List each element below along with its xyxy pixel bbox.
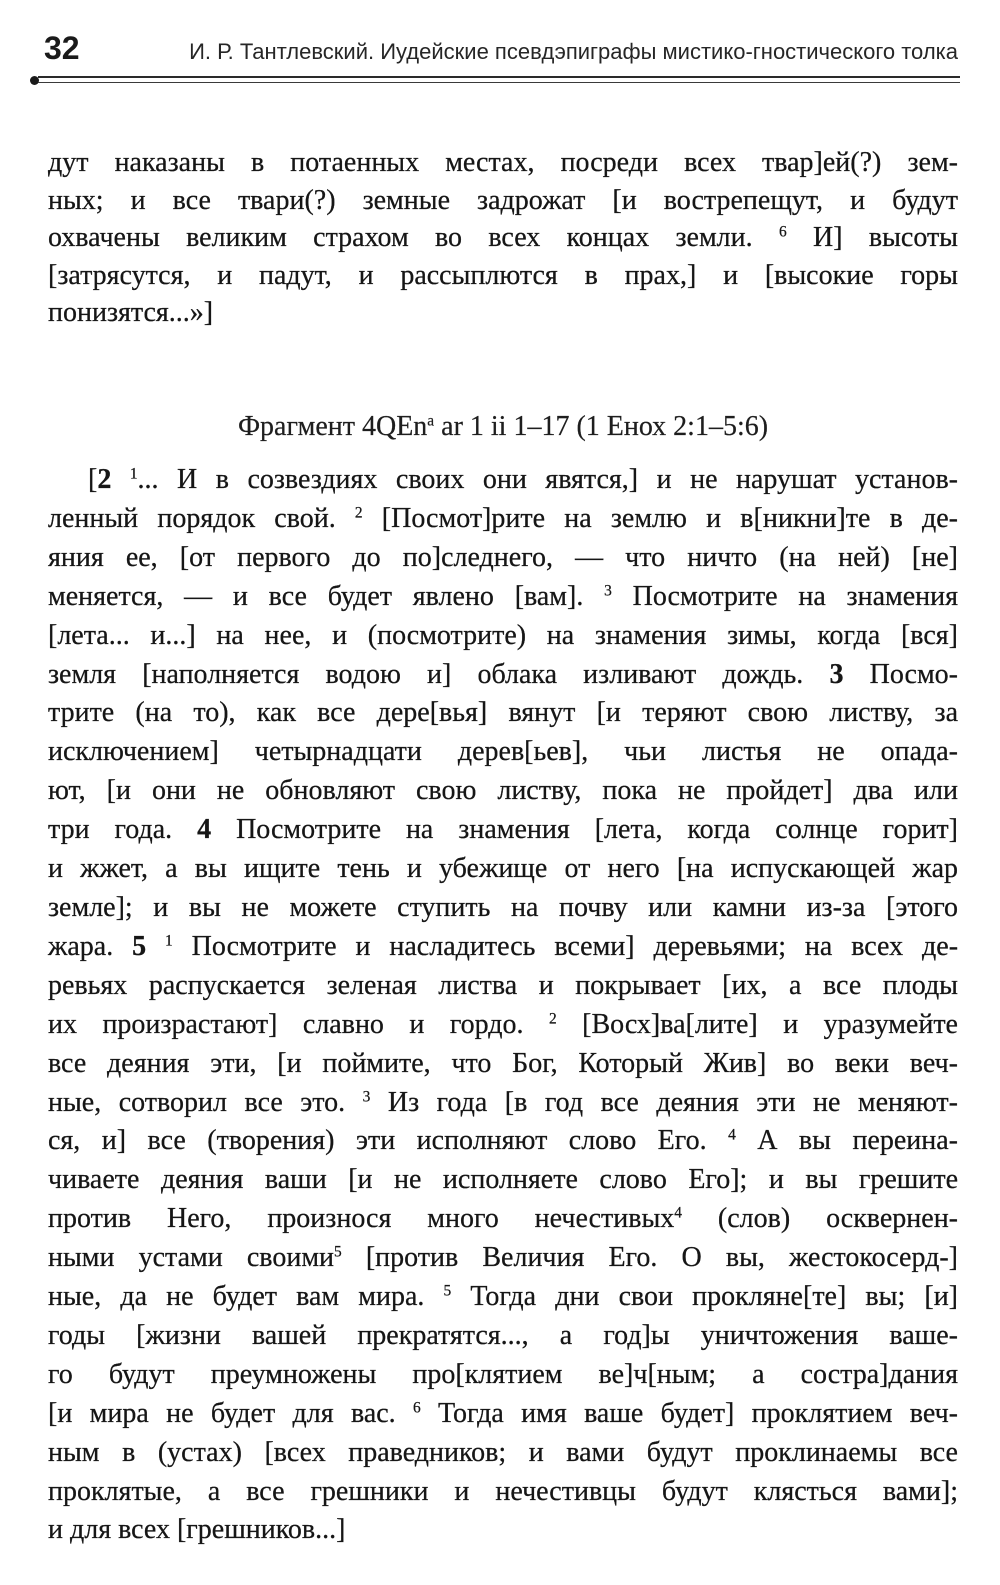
- text-run: чиваете деяния ваши [и не исполняете слово Его]; и вы грешите: [48, 1164, 958, 1196]
- text-run: [лета... и...] на нее, и (посмотрите) на знамения зимы, когда [вся]: [48, 619, 958, 651]
- text-run: Фрагмент 4QEn: [237, 411, 428, 442]
- chapter-number: 5: [132, 930, 147, 962]
- text-run: [111, 464, 130, 495]
- text-run: и жжет, а вы ищите тень и убежище от него [на испускающей жар: [48, 853, 958, 885]
- text-run: проклятые, а все грешники и нечестивцы будут клясться вами];: [48, 1475, 958, 1507]
- text-run: ся, и] все (творения) эти исполняют слово Его.: [48, 1125, 729, 1157]
- text-run: ные, да не будет вам мира.: [48, 1281, 444, 1313]
- header-rule-thin: [38, 82, 960, 83]
- chapter-number: 2: [97, 464, 112, 495]
- superscript-number: 4: [674, 1204, 682, 1222]
- text-run: годы [жизни вашей прекратятся..., а год]ы уничтожения ваше-: [48, 1319, 958, 1351]
- superscript-number: 1: [129, 465, 138, 483]
- text-run: [: [88, 464, 98, 495]
- text-line: [48, 1122, 958, 1161]
- text-line: [48, 1434, 958, 1473]
- text-run: трите (на то), как все дере[вья] вянут [и теряют свою листву, за: [48, 697, 958, 729]
- superscript-number: 1: [165, 932, 173, 950]
- text-line: [48, 1161, 958, 1200]
- text-run: яния ее, [от первого до по]следнего, — что ничто (на ней) [не]: [48, 541, 958, 573]
- text-line: [48, 1200, 958, 1239]
- text-run: [и мира не будет для вас.: [48, 1397, 414, 1429]
- text-run: [146, 931, 165, 962]
- superscript-number: a: [427, 412, 435, 430]
- text-line: [48, 144, 958, 182]
- text-line: [48, 772, 958, 811]
- text-run: [затрясутся, и падут, и рассыплются в прах,] и [высокие горы: [48, 259, 958, 291]
- text-run: их произрастают] славно и гордо.: [48, 1008, 549, 1040]
- text-run: Посмо-: [843, 658, 959, 690]
- text-line: [48, 1278, 958, 1317]
- text-run: понизятся...»]: [48, 297, 214, 328]
- text-run: Посмотрите и насладитесь всеми] деревьями; на всех де-: [172, 930, 959, 962]
- text-line: [48, 182, 958, 220]
- running-title: И. Р. Тантлевский. Иудейские псевдэпиграфы мистико-гностического толка: [189, 39, 958, 64]
- superscript-number: 2: [354, 504, 363, 522]
- text-line: [48, 850, 958, 889]
- text-line: [48, 500, 958, 539]
- text-line: [48, 539, 958, 578]
- text-line: [48, 461, 958, 500]
- text-run: И] высоты: [786, 222, 958, 253]
- text-run: ные, сотворил все это.: [48, 1086, 363, 1118]
- header-rule-thick: [38, 76, 960, 78]
- fragment-heading: [48, 407, 958, 447]
- text-run: против Него, произнося много нечестивых: [48, 1203, 675, 1235]
- paragraph-continued: [48, 144, 958, 332]
- text-line: [48, 656, 958, 695]
- text-run: меняется, — и все будет явлено [вам].: [48, 580, 605, 612]
- superscript-number: 2: [548, 1010, 557, 1028]
- text-line: [48, 294, 958, 332]
- text-line: [48, 617, 958, 656]
- text-line: [48, 1473, 958, 1512]
- text-run: Тогда дни свои прокляне[те] вы; [и]: [451, 1281, 958, 1313]
- text-run: исключением] четырнадцати дерев[ьев], чьи листья не опада-: [48, 736, 958, 768]
- superscript-number: 3: [362, 1087, 371, 1105]
- text-run: ленный порядок свой.: [48, 502, 355, 534]
- text-run: А вы переина-: [735, 1125, 958, 1157]
- chapter-number: 3: [829, 658, 844, 690]
- text-line: [48, 1395, 958, 1434]
- text-run: земле]; и вы не можете ступить на почву или камни из-за [этого: [48, 891, 958, 923]
- text-line: [48, 257, 958, 295]
- text-run: ar 1 ii 1–17 (1 Енох 2:1–5:6): [434, 411, 769, 442]
- text-line: [48, 733, 958, 772]
- page-header: [44, 30, 958, 70]
- text-line: [48, 889, 958, 928]
- text-run: [Посмот]рите на землю и в[никни]те в де-: [362, 502, 958, 534]
- text-line: [48, 811, 958, 850]
- text-run: ными устами своими: [48, 1242, 335, 1274]
- text-run: дут наказаны в потаенных местах, посреди всех твар]ей(?) зем-: [48, 147, 958, 178]
- superscript-number: 6: [413, 1399, 421, 1417]
- text-run: Посмотрите на знамения: [611, 580, 958, 612]
- text-line: [48, 1317, 958, 1356]
- superscript-number: 5: [334, 1243, 342, 1261]
- text-run: го будут преумножены про[клятием ве]ч[ным; а состра]дания: [48, 1358, 958, 1390]
- text-line: [48, 1511, 958, 1550]
- fragment-text: [48, 461, 958, 1550]
- text-line: [48, 1356, 958, 1395]
- text-run: [против Величия Его. О вы, жестокосерд-]: [341, 1242, 959, 1274]
- text-line: [48, 1006, 958, 1045]
- text-line: [48, 219, 958, 257]
- text-run: ют, [и они не обновляют свою листву, пока не пройдет] два или: [48, 775, 958, 807]
- text-line: [48, 1084, 958, 1123]
- text-run: ... И в созвездиях своих они явятся,] и не нарушат установ-: [137, 464, 958, 495]
- text-run: (слов) осквернен-: [681, 1203, 958, 1235]
- text-run: охвачены великим страхом во всех концах земли.: [48, 222, 779, 253]
- text-run: Тогда имя ваше будет] проклятием веч-: [420, 1397, 959, 1429]
- text-run: все деяния эти, [и поймите, что Бог, Который Жив] во веки веч-: [48, 1047, 958, 1079]
- superscript-number: 6: [778, 223, 787, 241]
- text-run: Из года [в год все деяния эти не меняют-: [370, 1086, 958, 1118]
- text-run: земля [наполняется водою и] облака изливают дождь.: [48, 658, 830, 690]
- text-line: [48, 694, 958, 733]
- text-line: [48, 1045, 958, 1084]
- superscript-number: 4: [728, 1126, 736, 1144]
- text-run: жара.: [48, 930, 133, 962]
- text-run: [Восх]ва[лите] и уразумейте: [556, 1008, 958, 1040]
- chapter-number: 4: [197, 814, 212, 846]
- text-run: ных; и все твари(?) земные задрожат [и вострепещут, и будут: [48, 184, 958, 216]
- superscript-number: 5: [443, 1282, 452, 1300]
- text-run: Посмотрите на знамения [лета, когда солнце горит]: [211, 814, 958, 846]
- text-line: [48, 928, 958, 967]
- text-line: [48, 1239, 958, 1278]
- text-line: [48, 967, 958, 1006]
- text-line: [48, 578, 958, 617]
- page-number: 32: [44, 30, 80, 66]
- text-run: три года.: [48, 814, 198, 846]
- superscript-number: 3: [604, 582, 612, 600]
- text-run: ным в (устах) [всех праведников; и вами будут проклинаемы все: [48, 1436, 958, 1468]
- text-run: и для всех [грешников...]: [48, 1514, 346, 1546]
- text-run: ревьях распускается зеленая листва и покрывает [их, а все плоды: [48, 969, 958, 1001]
